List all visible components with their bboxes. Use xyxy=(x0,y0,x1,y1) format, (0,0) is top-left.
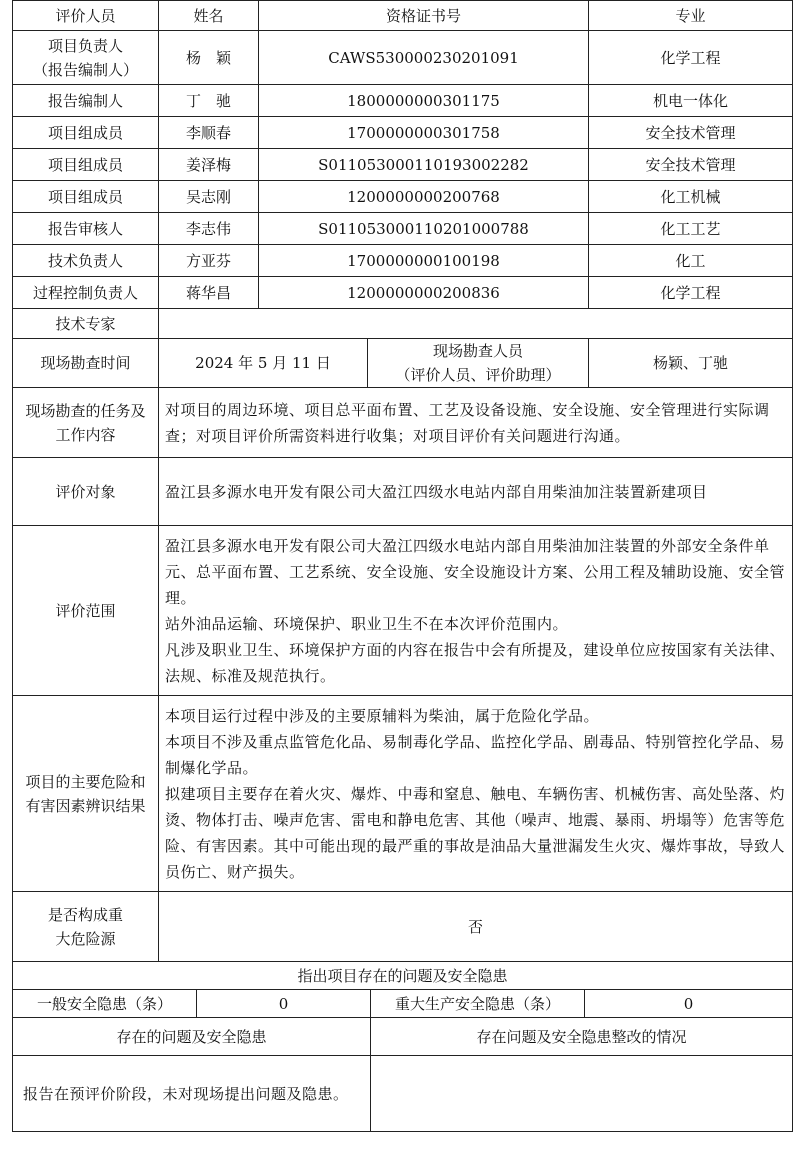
general-hazard-label: 一般安全隐患（条） xyxy=(13,990,197,1018)
major-hazard-row xyxy=(13,892,793,962)
scope-label: 评价范围 xyxy=(13,526,159,696)
header-certificate: 资格证书号 xyxy=(259,1,589,31)
major-hazard-count-value: 0 xyxy=(585,990,793,1018)
expert-value xyxy=(159,309,793,339)
personnel-role: 项目负责人 （报告编制人） xyxy=(13,31,159,85)
object-label: 评价对象 xyxy=(13,458,159,526)
personnel-major: 化学工程 xyxy=(589,277,793,309)
hazards-paragraph: 拟建项目主要存在着火灾、爆炸、中毒和窒息、触电、车辆伤害、机械伤害、高处坠落、灼烫、物体打击、噪声危害、雷电和静电危害、其他（噪声、地震、暴雨、坍塌等）危害等危险、有害因素。其中可能出现的最严重的事故是油品大量泄漏发生火灾、爆炸事故，导致人员伤亡、财产损失。 xyxy=(165,784,786,881)
major-hazard-count-label: 重大生产安全隐患（条） xyxy=(371,990,585,1018)
personnel-role: 技术负责人 xyxy=(13,245,159,277)
personnel-role: 报告编制人 xyxy=(13,85,159,117)
major-hazard-value: 否 xyxy=(159,892,793,962)
object-text: 盈江县多源水电开发有限公司大盈江四级水电站内部自用柴油加注装置新建项目 xyxy=(159,458,793,526)
issues-table xyxy=(12,961,793,1132)
evaluation-info-table xyxy=(12,0,793,962)
personnel-name: 吴志刚 xyxy=(159,181,259,213)
personnel-major: 化工机械 xyxy=(589,181,793,213)
header-major: 专业 xyxy=(589,1,793,31)
personnel-name: 李顺春 xyxy=(159,117,259,149)
personnel-major: 安全技术管理 xyxy=(589,117,793,149)
survey-inner-table xyxy=(159,339,588,387)
issues-right-text xyxy=(371,1056,793,1132)
personnel-name: 方亚芬 xyxy=(159,245,259,277)
issues-col-left-header: 存在的问题及安全隐患 xyxy=(13,1018,371,1056)
task-row xyxy=(13,388,793,458)
personnel-role: 项目组成员 xyxy=(13,117,159,149)
hazards-label: 项目的主要危险和有害因素辨识结果 xyxy=(13,696,159,892)
personnel-row xyxy=(13,149,793,181)
issues-count-row xyxy=(13,990,793,1018)
personnel-cert: 1200000000200836 xyxy=(259,277,589,309)
personnel-name: 姜泽梅 xyxy=(159,149,259,181)
expert-label: 技术专家 xyxy=(13,309,159,339)
survey-time-value: 2024 年 5 月 11 日 xyxy=(159,339,368,387)
header-name: 姓名 xyxy=(159,1,259,31)
issues-col-right-header: 存在问题及安全隐患整改的情况 xyxy=(371,1018,793,1056)
personnel-major: 机电一体化 xyxy=(589,85,793,117)
personnel-cert: CAWS530000230201091 xyxy=(259,31,589,85)
hazards-text xyxy=(159,696,793,892)
survey-staff-value: 杨颖、丁驰 xyxy=(589,339,793,388)
hazards-row xyxy=(13,696,793,892)
personnel-cert: 1700000000301758 xyxy=(259,117,589,149)
hazards-paragraph: 本项目运行过程中涉及的主要原辅料为柴油，属于危险化学品。 xyxy=(165,706,600,725)
hazards-paragraph: 本项目不涉及重点监管危化品、易制毒化学品、监控化学品、剧毒品、特别管控化学品、易制爆化学品。 xyxy=(165,732,786,777)
personnel-row xyxy=(13,117,793,149)
header-row xyxy=(13,1,793,31)
survey-time-staff-cell xyxy=(159,339,589,388)
issues-title: 指出项目存在的问题及安全隐患 xyxy=(13,962,793,990)
survey-staff-label: 现场勘查人员 （评价人员、评价助理） xyxy=(395,342,561,384)
issues-content-row xyxy=(13,1056,793,1132)
personnel-major: 安全技术管理 xyxy=(589,149,793,181)
expert-row xyxy=(13,309,793,339)
personnel-name: 杨 颖 xyxy=(159,31,259,85)
personnel-major: 化学工程 xyxy=(589,31,793,85)
major-hazard-label: 是否构成重大危险源 xyxy=(13,892,159,962)
personnel-cert: 1700000000100198 xyxy=(259,245,589,277)
personnel-row xyxy=(13,31,793,85)
personnel-name: 丁 驰 xyxy=(159,85,259,117)
task-text: 对项目的周边环境、项目总平面布置、工艺及设备设施、安全设施、安全管理进行实际调查；对项目评价所需资料进行收集；对项目评价有关问题进行沟通。 xyxy=(159,388,793,458)
personnel-role: 项目组成员 xyxy=(13,181,159,213)
task-label: 现场勘查的任务及工作内容 xyxy=(13,388,159,458)
general-hazard-value: 0 xyxy=(197,990,371,1018)
personnel-row xyxy=(13,181,793,213)
scope-paragraph: 站外油品运输、环境保护、职业卫生不在本次评价范围内。 xyxy=(165,614,569,633)
scope-row xyxy=(13,526,793,696)
personnel-cert: S011053000110193002282 xyxy=(259,149,589,181)
object-row xyxy=(13,458,793,526)
survey-time-label: 现场勘查时间 xyxy=(13,339,159,388)
personnel-cert: 1800000000301175 xyxy=(259,85,589,117)
personnel-row xyxy=(13,245,793,277)
scope-paragraph: 盈江县多源水电开发有限公司大盈江四级水电站内部自用柴油加注装置的外部安全条件单元、总平面布置、工艺系统、安全设施、安全设施设计方案、公用工程及辅助设施、安全管理。 xyxy=(165,536,786,607)
personnel-cert: 1200000000200768 xyxy=(259,181,589,213)
personnel-cert: S011053000110201000788 xyxy=(259,213,589,245)
personnel-name: 李志伟 xyxy=(159,213,259,245)
survey-row xyxy=(13,339,793,388)
personnel-name: 蒋华昌 xyxy=(159,277,259,309)
issues-left-text: 报告在预评价阶段，未对现场提出问题及隐患。 xyxy=(13,1056,371,1132)
personnel-role: 项目组成员 xyxy=(13,149,159,181)
personnel-row xyxy=(13,277,793,309)
scope-paragraph: 凡涉及职业卫生、环境保护方面的内容在报告中会有所提及，建设单位应按国家有关法律、法规、标准及规范执行。 xyxy=(165,640,786,685)
scope-text xyxy=(159,526,793,696)
issues-header-row xyxy=(13,1018,793,1056)
personnel-row xyxy=(13,213,793,245)
personnel-major: 化工 xyxy=(589,245,793,277)
issues-title-row xyxy=(13,962,793,990)
personnel-role: 过程控制负责人 xyxy=(13,277,159,309)
personnel-role: 报告审核人 xyxy=(13,213,159,245)
personnel-major: 化工工艺 xyxy=(589,213,793,245)
header-evaluator: 评价人员 xyxy=(13,1,159,31)
personnel-row xyxy=(13,85,793,117)
